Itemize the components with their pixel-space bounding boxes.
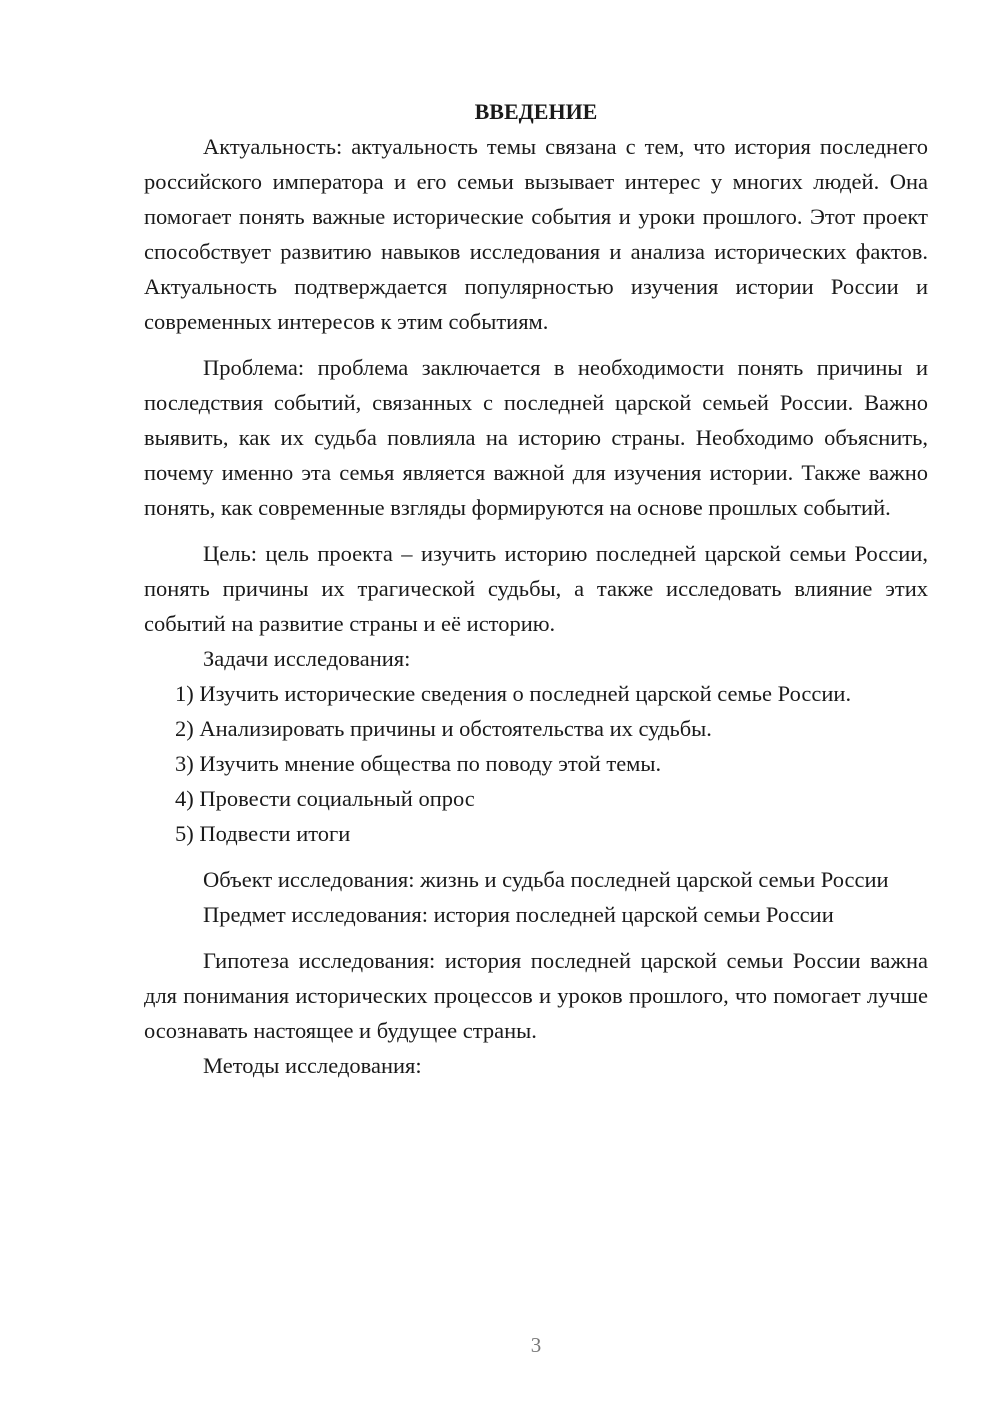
list-item: 5) Подвести итоги xyxy=(175,821,351,846)
relevance-paragraph: Актуальность: актуальность темы связана с тем, что история последнего российского императора и его семьи вызывает интерес у многих людей. Она помогает понять важные исторические события и уроки прошлого. Этот проект способствует развитию навыков исследования и анализа исторических фактов. Актуальность подтверждается популярностью изучения истории России и современных интересов к этим событиям. xyxy=(144,134,928,334)
list-item: 1) Изучить исторические сведения о последней царской семье России. xyxy=(175,681,852,706)
list-item: 4) Провести социальный опрос xyxy=(175,786,475,811)
page-body xyxy=(144,94,928,1083)
section-title: ВВЕДЕНИЕ xyxy=(474,99,598,124)
subject-paragraph: Предмет исследования: история последней царской семьи России xyxy=(203,902,834,927)
tasks-heading: Задачи исследования: xyxy=(203,646,411,671)
goal-paragraph: Цель: цель проекта – изучить историю последней царской семьи России, понять причины их трагической судьбы, а также исследовать влияние этих событий на развитие страны и её историю. xyxy=(144,541,928,636)
object-paragraph: Объект исследования: жизнь и судьба последней царской семьи России xyxy=(203,867,889,892)
problem-paragraph: Проблема: проблема заключается в необходимости понять причины и последствия событий, связанных с последней царской семьей России. Важно выявить, как их судьба повлияла на историю страны. Необходимо объяснить, почему именно эта семья является важной для изучения истории. Также важно понять, как современные взгляды формируются на основе прошлых событий. xyxy=(144,355,928,520)
hypothesis-paragraph: Гипотеза исследования: история последней царской семьи России важна для понимания исторических процессов и уроков прошлого, что помогает лучше осознавать настоящее и будущее страны. xyxy=(144,948,928,1043)
methods-heading: Методы исследования: xyxy=(203,1053,422,1078)
list-item: 3) Изучить мнение общества по поводу этой темы. xyxy=(175,751,662,776)
tasks-list xyxy=(144,676,928,851)
page-number: 3 xyxy=(530,1333,542,1357)
list-item: 2) Анализировать причины и обстоятельства их судьбы. xyxy=(175,716,712,741)
